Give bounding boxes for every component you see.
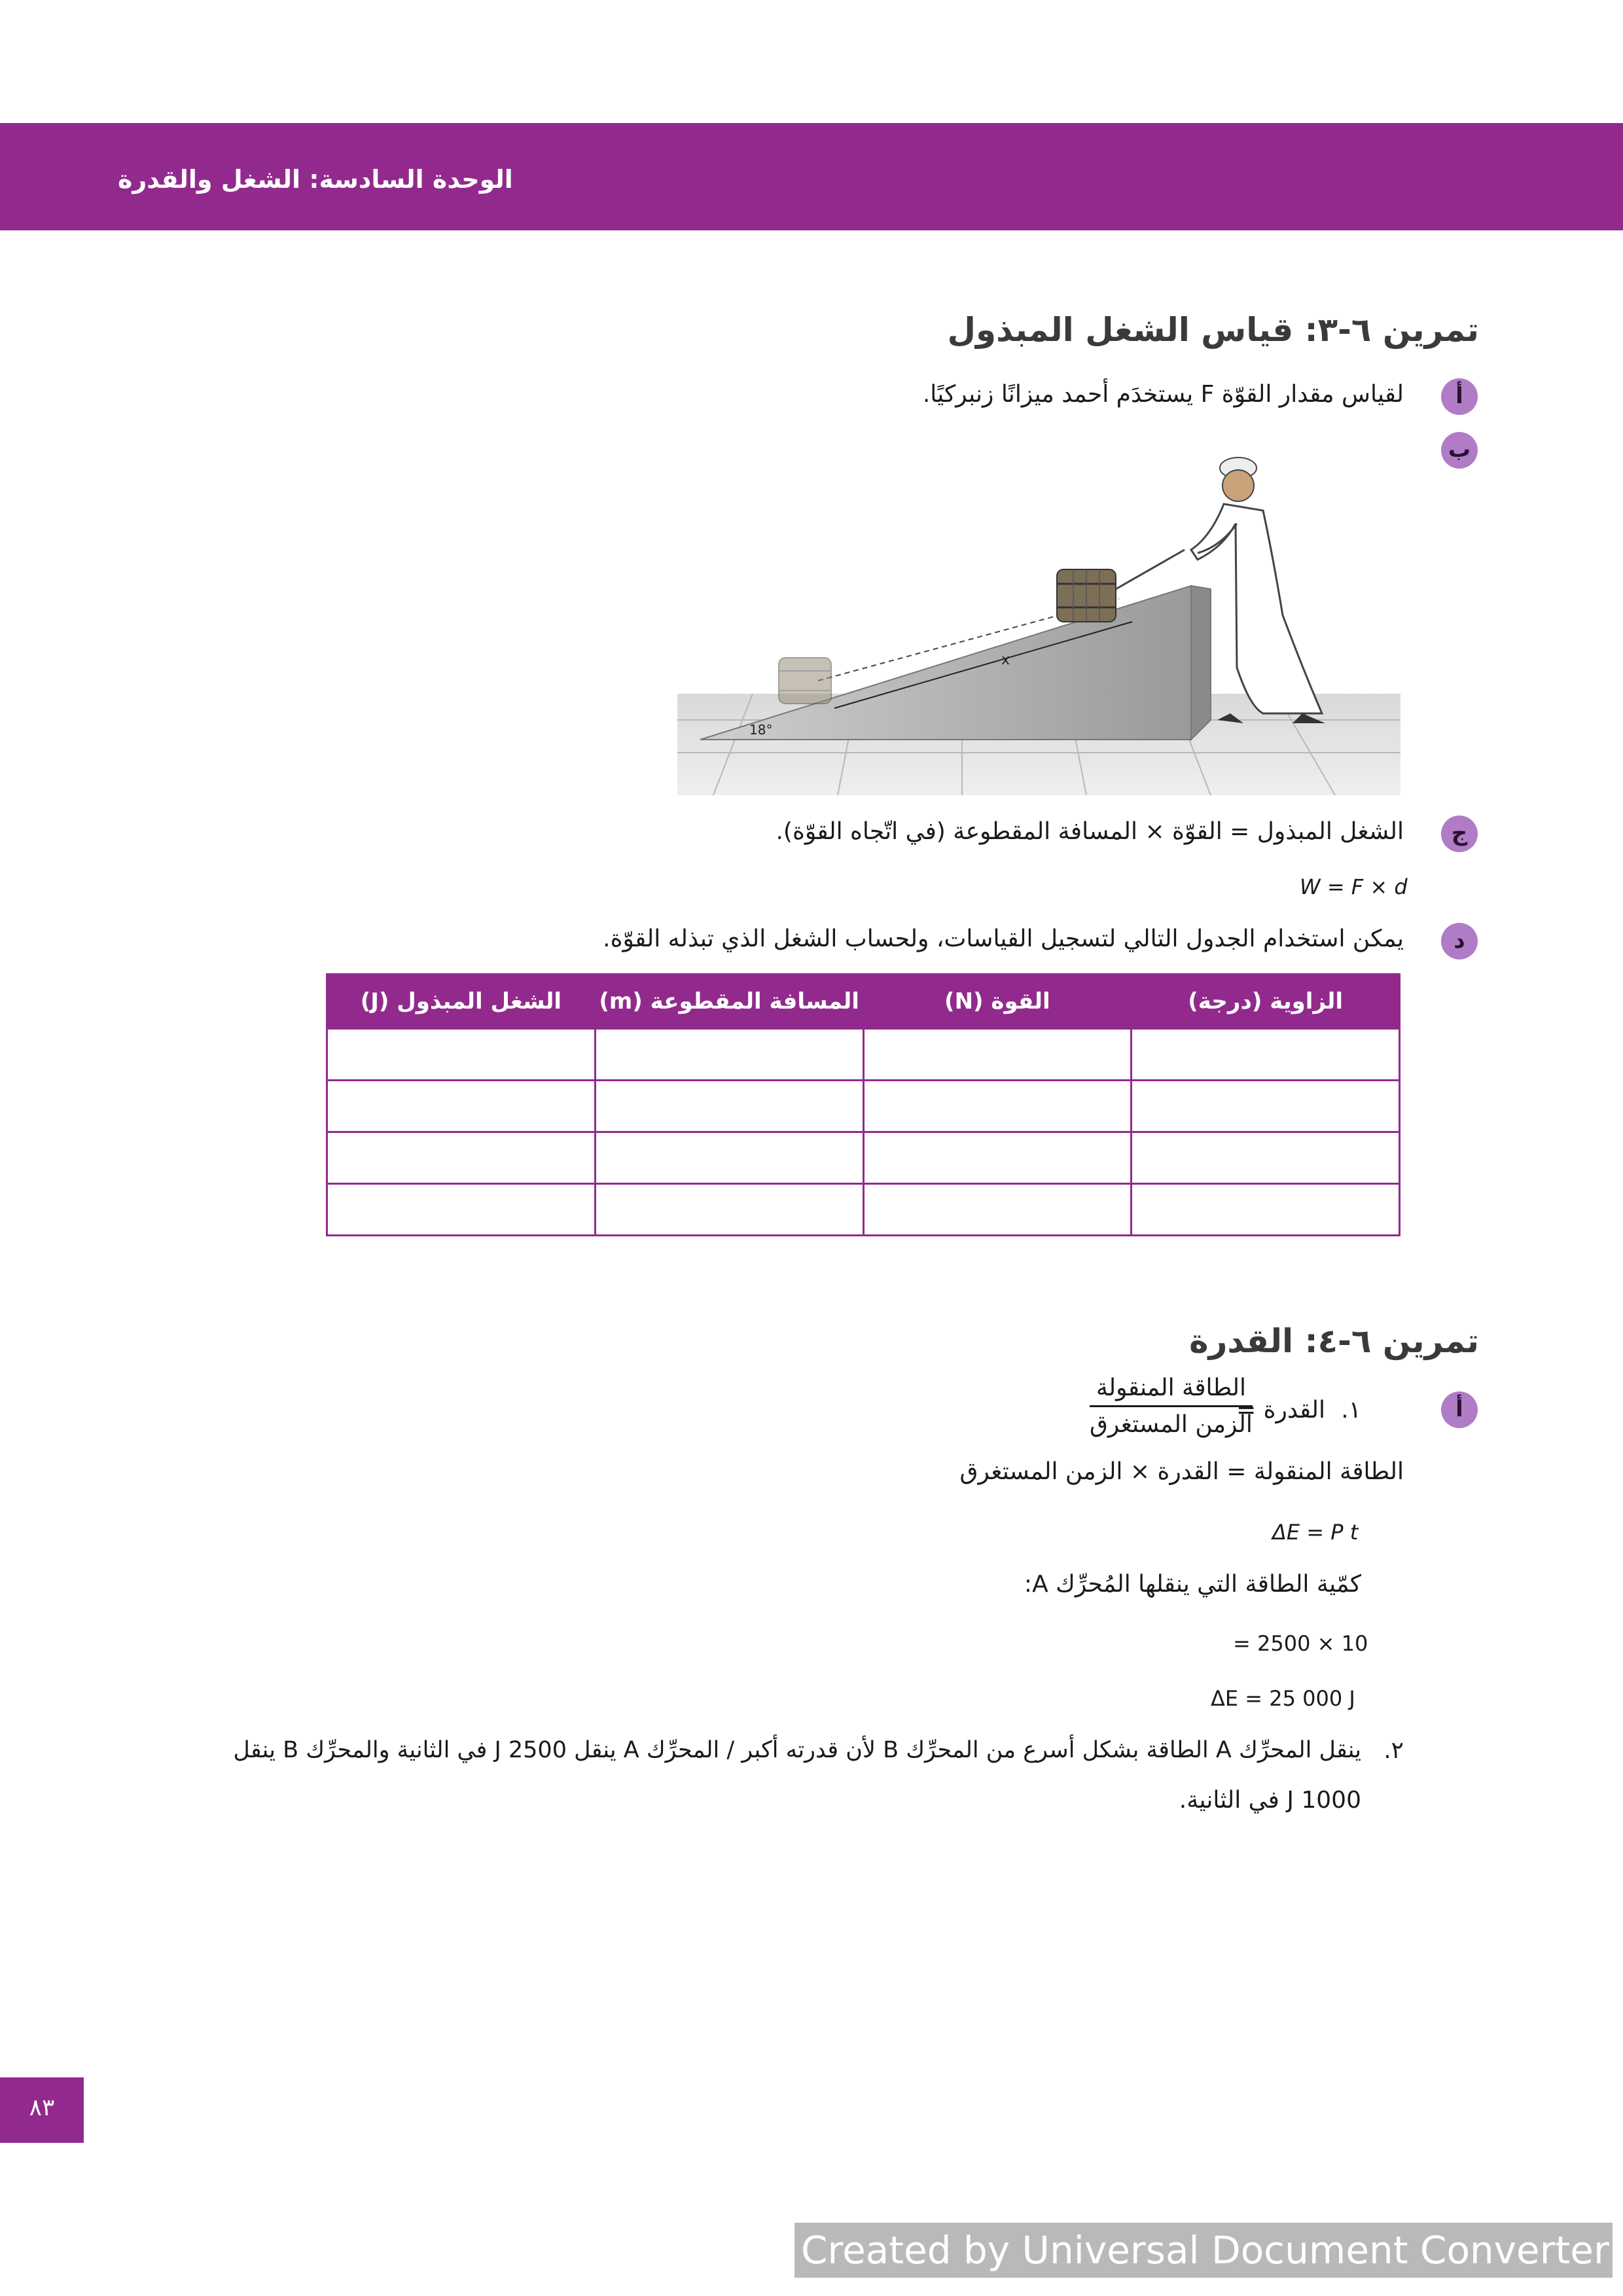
table-cell[interactable]	[863, 1029, 1132, 1081]
part-c-badge: ج	[1441, 816, 1478, 852]
table-cell[interactable]	[863, 1081, 1132, 1132]
table-cell[interactable]	[595, 1184, 863, 1236]
table-cell[interactable]	[1132, 1132, 1400, 1184]
page-number: ٨٣	[29, 2094, 55, 2121]
header-distance: المسافة المقطوعة (m)	[595, 975, 863, 1029]
table-cell[interactable]	[595, 1081, 863, 1132]
table-row	[327, 1132, 1400, 1184]
ramp-illustration	[674, 432, 1407, 798]
item-2-number: ٢.	[1383, 1737, 1404, 1764]
table-cell[interactable]	[1132, 1184, 1400, 1236]
exercise-4-title: تمرين ٦-٤: القدرة	[1189, 1322, 1479, 1360]
part-a-badge: أ	[1441, 378, 1478, 415]
table-cell[interactable]	[1132, 1081, 1400, 1132]
energy-transferred-label: كمّية الطاقة التي ينقلها المُحرِّك A:	[1024, 1571, 1361, 1598]
ramp-figure	[674, 432, 1407, 798]
table-cell[interactable]	[327, 1184, 596, 1236]
part-d-text: يمكن استخدام الجدول التالي لتسجيل القياسات، ولحساب الشغل الذي تبذله القوّة.	[603, 925, 1404, 952]
item-2-text-line-2: J 1000 في الثانية.	[1179, 1787, 1361, 1814]
fraction-numerator: الطاقة المنقولة	[1090, 1374, 1253, 1407]
header-angle: الزاوية (درجة)	[1132, 975, 1400, 1029]
table-header-row	[327, 975, 1400, 1029]
table-cell[interactable]	[595, 1132, 863, 1184]
table-cell[interactable]	[327, 1132, 596, 1184]
barrel-end	[1057, 569, 1116, 622]
table-cell[interactable]	[1132, 1029, 1400, 1081]
unit-title: الوحدة السادسة: الشغل والقدرة	[118, 165, 513, 194]
part-b-badge: ب	[1441, 432, 1478, 469]
power-lhs: القدرة =	[1236, 1397, 1325, 1424]
item-2-text-line-1: ينقل المحرِّك A الطاقة بشكل أسرع من المحرِّك B لأن قدرته أكبر / المحرِّك A ينقل J 2500 في الثانية والمحرِّك B ينقل	[233, 1737, 1361, 1763]
energy-formula: ΔE = P t	[1272, 1520, 1359, 1545]
angle-label: 18°	[749, 722, 773, 738]
energy-equation-text: الطاقة المنقولة = القدرة × الزمن المستغرق	[959, 1458, 1404, 1485]
work-formula: W = F × d	[1300, 874, 1408, 899]
header-force: القوة (N)	[863, 975, 1132, 1029]
table-row	[327, 1184, 1400, 1236]
calc-line-1: = 2500 × 10	[1233, 1631, 1368, 1656]
item-1-number: ١.	[1341, 1397, 1361, 1424]
part-c-text: الشغل المبذول = القوّة × المسافة المقطوعة (في اتّجاه القوّة).	[776, 818, 1404, 845]
header-work: الشغل المبذول (J)	[327, 975, 596, 1029]
table-cell[interactable]	[327, 1029, 596, 1081]
part-d-badge: د	[1441, 923, 1478, 960]
ramp	[700, 586, 1191, 740]
calc-line-2: ΔE = 25 000 J	[1211, 1686, 1355, 1711]
footer-text: Created by Universal Document Converter	[801, 2228, 1609, 2272]
fraction-denominator: الزمن المستغرق	[1090, 1411, 1253, 1438]
table-row	[327, 1081, 1400, 1132]
measurements-table	[326, 973, 1400, 1236]
table-cell[interactable]	[327, 1081, 596, 1132]
power-fraction	[1090, 1374, 1253, 1438]
table-row	[327, 1029, 1400, 1081]
distance-label: x	[1001, 652, 1010, 668]
table-cell[interactable]	[863, 1184, 1132, 1236]
part-a-badge-ex4: أ	[1441, 1391, 1478, 1428]
part-a-text: لقياس مقدار القوّة F يستخدَم أحمد ميزانًا زنبركيًا.	[922, 381, 1404, 408]
exercise-3-title: تمرين ٦-٣: قياس الشغل المبذول	[947, 311, 1479, 349]
table-cell[interactable]	[595, 1029, 863, 1081]
barrel-start	[779, 658, 831, 704]
table-cell[interactable]	[863, 1132, 1132, 1184]
